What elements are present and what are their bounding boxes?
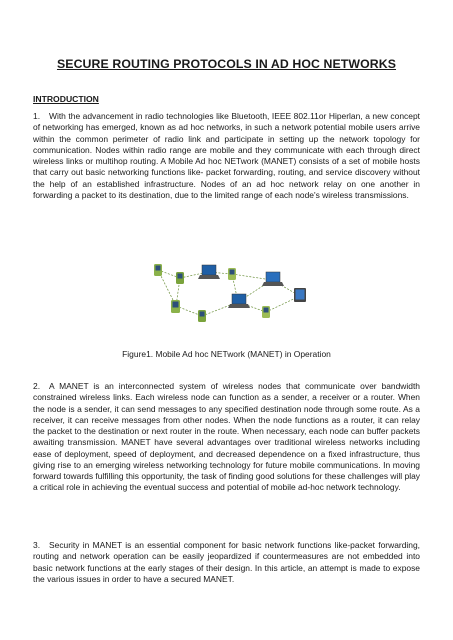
document-title: SECURE ROUTING PROTOCOLS IN AD HOC NETWORKS bbox=[56, 57, 397, 71]
paragraph-text: Security in MANET is an essential component for basic network functions like-packet forwarding, routing and network operation can be easily jeopardized if countermeasures are not embedded into basic network functions at the early stages of their design. In this article, an attempt is made to expose the various issues in order to have a secured MANET. bbox=[33, 540, 420, 584]
laptop-icon bbox=[262, 272, 284, 286]
phone-icon bbox=[171, 300, 180, 313]
tablet-icon bbox=[294, 288, 306, 302]
paragraph-3 bbox=[33, 540, 420, 585]
paragraph-text: A MANET is an interconnected system of wireless nodes that communicate over bandwidth constrained wireless links. Each wireless node can function as a sender, a receiver or a router. When the node is a sender, it can send messages to any specified destination node through some route. As a receiver, it can receive messages from other nodes. When the node functions as a router, it can relay the packet to the destination or next router in the route. When necessary, each node can buffer packets awaiting transmission. MANET have several advantages over traditional wireless networks including ease of deployment, speed of deployment, and decreased dependence on a fixed infrastructure, thus giving rise to an emerging wireless networking technology for future mobile communications. In moving forward towards fulfilling this opportunity, the task of finding good solutions for these challenges will play a critical role in achieving the eventual success and potential of mobile ad-hoc network technology. bbox=[33, 381, 420, 493]
paragraph-number: 3. bbox=[33, 540, 41, 550]
phone-icon bbox=[228, 268, 236, 280]
phone-icon bbox=[262, 306, 270, 318]
phone-icon bbox=[176, 272, 184, 284]
laptop-icon bbox=[198, 265, 220, 279]
paragraph-number: 2. bbox=[33, 381, 41, 391]
section-heading: INTRODUCTION bbox=[33, 94, 99, 104]
paragraph-number: 1. bbox=[33, 111, 41, 121]
paragraph-1 bbox=[33, 111, 420, 201]
manet-diagram bbox=[140, 256, 320, 331]
figure-caption: Figure1. Mobile Ad hoc NETwork (MANET) in Operation bbox=[122, 349, 331, 359]
phone-icon bbox=[198, 310, 206, 322]
paragraph-2 bbox=[33, 381, 420, 494]
phone-icon bbox=[154, 264, 162, 276]
paragraph-text: With the advancement in radio technologies like Bluetooth, IEEE 802.11or Hiperlan, a new concept of networking has emerged, known as ad hoc networks, in such a network potential mobile users arrive within the common perimeter of radio link and participate in setting up the network topology for communication. Nodes within radio range are mobile and they communicate with each through direct wireless links or multihop routing. A Mobile Ad hoc NETwork (MANET) consists of a set of mobile hosts that carry out basic networking functions like- packet forwarding, routing, and service discovery without the help of an established infrastructure. Nodes of an ad hoc network relay on one another in forwarding a packet to its destination, due to the limited range of each node's wireless transmissions. bbox=[33, 111, 420, 200]
